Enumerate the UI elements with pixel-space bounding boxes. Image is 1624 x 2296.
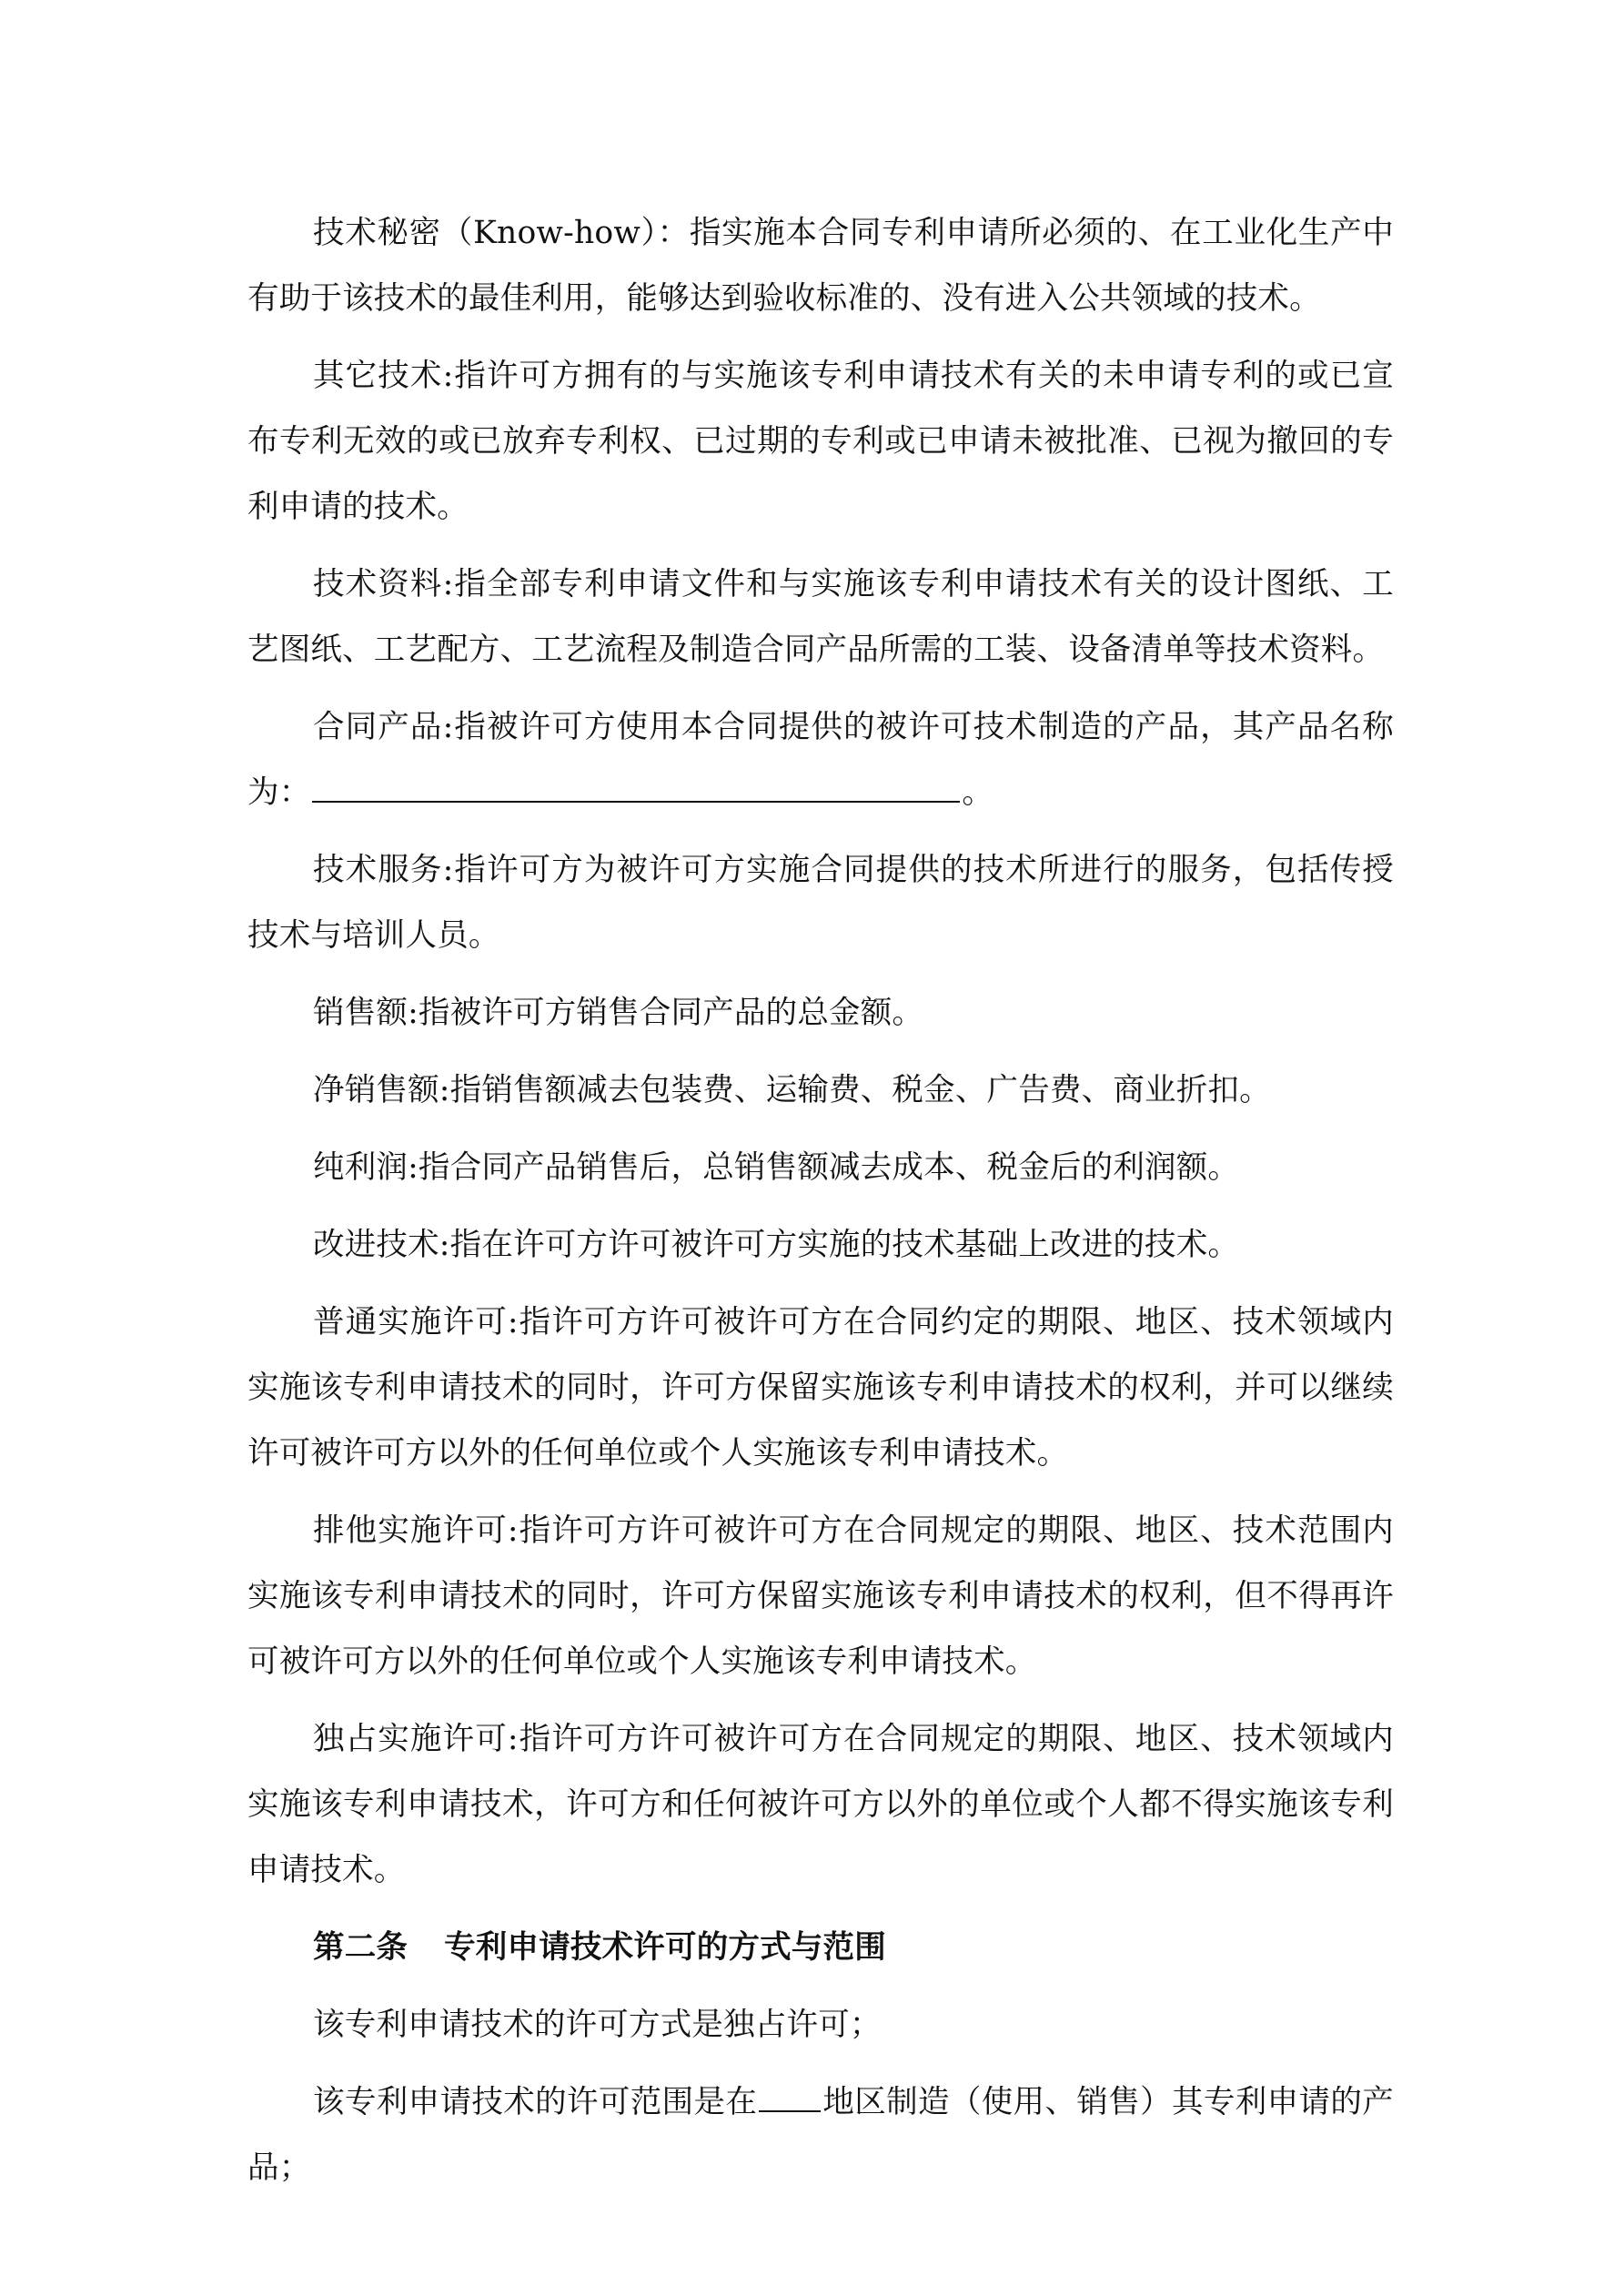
definition-improvement: 改进技术:指在许可方许可被许可方实施的技术基础上改进的技术。 <box>313 1227 1240 1263</box>
article-two-heading <box>247 1915 1394 1980</box>
document-page <box>247 200 1394 2212</box>
contract-product-text: 合同产品:指被许可方使用本合同提供的被许可技术制造的产品，其产品名称为： <box>247 709 1394 811</box>
contract-product-end: 。 <box>962 774 994 811</box>
article-title: 专利申请技术许可的方式与范围 <box>444 1929 886 1966</box>
definition-exclusive-license: 独占实施许可:指许可方许可被许可方在合同规定的期限、地区、技术领域内实施该专利申请技术，许可方和任何被许可方以外的单位或个人都不得实施该专利申请技术。 <box>247 1721 1394 1888</box>
definition-tech-data: 技术资料:指全部专利申请文件和与实施该专利申请技术有关的设计图纸、工艺图纸、工艺配方、工艺流程及制造合同产品所需的工装、设备清单等技术资料。 <box>247 566 1394 668</box>
region-blank[interactable] <box>759 2078 821 2112</box>
license-mode: 该专利申请技术的许可方式是独占许可； <box>313 2007 882 2043</box>
definition-net-sales: 净销售额:指销售额减去包装费、运输费、税金、广告费、商业折扣。 <box>313 1072 1271 1108</box>
article-number: 第二条 <box>313 1929 409 1966</box>
definition-sales: 销售额:指被许可方销售合同产品的总金额。 <box>313 995 924 1031</box>
definition-other-tech: 其它技术:指许可方拥有的与实施该专利申请技术有关的未申请专利的或已宣布专利无效的或已放弃专利权、已过期的专利或已申请未被批准、已视为撤回的专利申请的技术。 <box>247 358 1394 525</box>
product-name-blank[interactable] <box>312 768 960 803</box>
definition-ordinary-license: 普通实施许可:指许可方许可被许可方在合同约定的期限、地区、技术领域内实施该专利申请技术的同时，许可方保留实施该专利申请技术的权利，并可以继续许可被许可方以外的任何单位或个人实施该专利申请技术。 <box>247 1304 1394 1472</box>
definition-net-profit: 纯利润:指合同产品销售后，总销售额减去成本、税金后的利润额。 <box>313 1149 1240 1186</box>
definition-know-how: 技术秘密（Know-how）：指实施本合同专利申请所必须的、在工业化生产中有助于该技术的最佳利用，能够达到验收标准的、没有进入公共领域的技术。 <box>247 215 1394 317</box>
license-scope-text: 该专利申请技术的许可范围是在 <box>313 2084 758 2120</box>
license-scope <box>247 2069 1394 2200</box>
definition-tech-service: 技术服务:指许可方为被许可方实施合同提供的技术所进行的服务，包括传授技术与培训人员。 <box>247 852 1394 954</box>
definition-contract-product <box>247 694 1394 825</box>
definition-sole-license: 排他实施许可:指许可方许可被许可方在合同规定的期限、地区、技术范围内实施该专利申请技术的同时，许可方保留实施该专利申请技术的权利，但不得再许可被许可方以外的任何单位或个人实施该专利申请技术。 <box>247 1512 1394 1680</box>
license-scope-end: 地区制造（使用、销售）其专利申请的产品； <box>247 2084 1394 2186</box>
